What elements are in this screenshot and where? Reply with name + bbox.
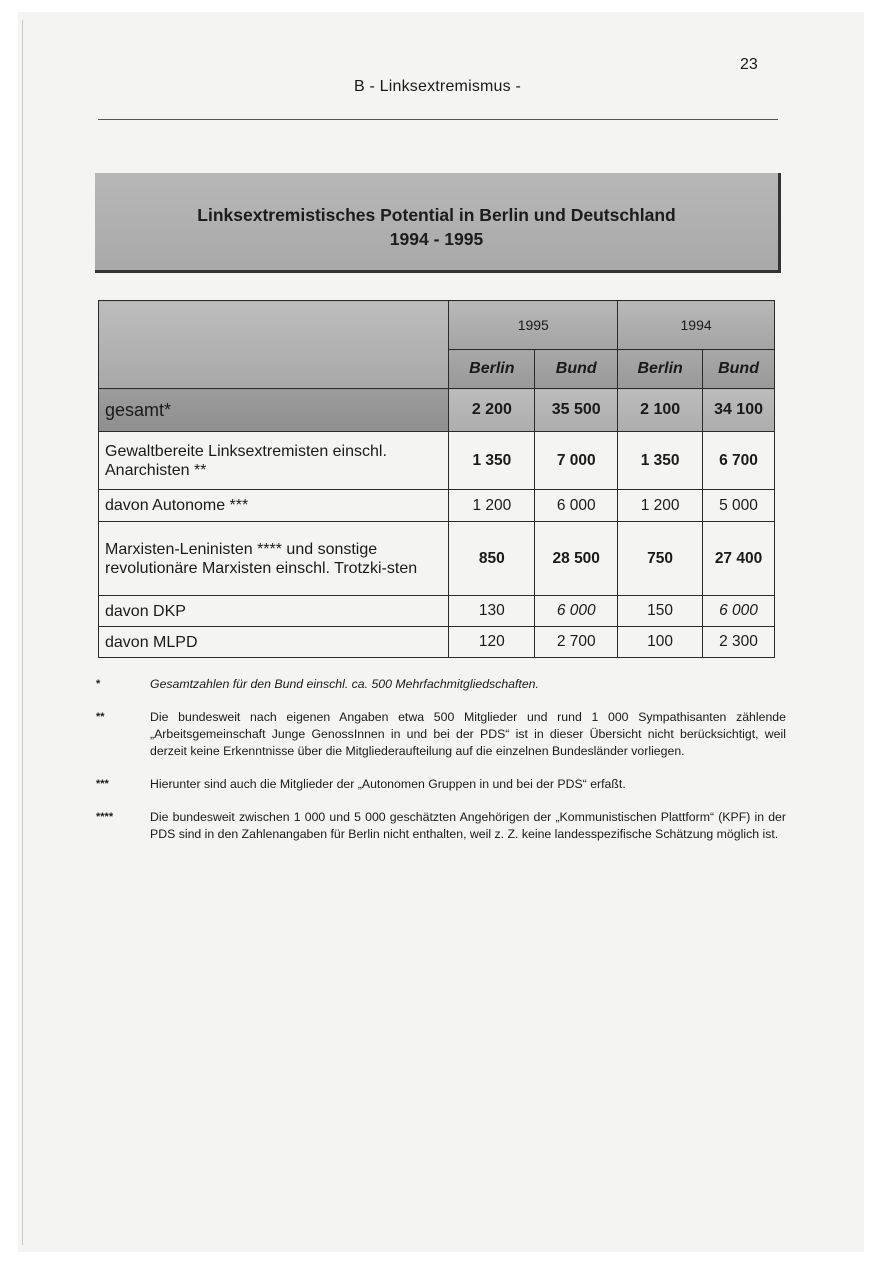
footnote-text: Hierunter sind auch die Mitglieder der „Autonomen Gruppen in und bei der PDS“ erfaßt. [150,777,626,791]
year-header-1994: 1994 [618,301,775,350]
table-cell: 6 000 [535,596,618,627]
table-row [99,490,775,522]
table-cell: 1 200 [449,490,535,522]
footnote-text: Die bundesweit nach eigenen Angaben etwa 500 Mitglieder und rund 1 000 Sympathisanten zählende „Arbeitsgemeinschaft Junge GenossInnen in und bei der PDS“ ist in dieser Übersicht nicht berücksichtigt, weil derzeit keine Erkenntnisse über die Mitgliederaufteilung auf die einzelnen Bundesländer vorliegen. [150,710,786,758]
table-cell: 2 200 [449,389,535,432]
table-cell: 34 100 [703,389,775,432]
footnotes [96,676,786,859]
row-label-gesamt: gesamt* [99,389,449,432]
table-cell: 120 [449,627,535,658]
row-label: Marxisten-Leninisten **** und sonstige revolutionäre Marxisten einschl. Trotzki-sten [99,522,449,596]
header-rule [98,119,778,120]
table-cell: 750 [618,522,703,596]
title-line-2: 1994 - 1995 [389,229,484,249]
table-cell: 2 300 [703,627,775,658]
table-cell: 6 000 [535,490,618,522]
sub-header-berlin-1995: Berlin [449,350,535,389]
table-cell: 5 000 [703,490,775,522]
footnote-mark: *** [96,778,109,790]
footnote-mark: **** [96,811,114,823]
row-label: Gewaltbereite Linksextremisten einschl. Anarchisten ** [99,432,449,490]
footnote-text: Die bundesweit zwischen 1 000 und 5 000 geschätzten Angehörigen der „Kommunistischen Plattform“ (KPF) in der PDS sind in den Zahlenangaben für Berlin nicht enthalten, weil z. Z. keine landesspezifische Schätzung möglich ist. [150,810,786,841]
potential-table [98,300,775,658]
table-cell: 130 [449,596,535,627]
running-head: B - Linksextremismus - [353,78,522,95]
table-corner-cell [99,301,449,389]
footnote-text: Gesamtzahlen für den Bund einschl. ca. 500 Mehrfachmitgliedschaften. [150,677,539,691]
table-cell: 7 000 [535,432,618,490]
row-label: davon Autonome *** [99,490,449,522]
footnote-mark: * [96,678,101,690]
year-header-1995: 1995 [449,301,618,350]
footnote [96,776,786,793]
table-cell: 850 [449,522,535,596]
footnote-mark: ** [96,711,105,723]
row-label: davon MLPD [99,627,449,658]
page-edge-line [22,20,23,1245]
table-cell: 27 400 [703,522,775,596]
table-year-header-row [99,301,775,350]
title-box [95,173,781,273]
footnote [96,709,786,760]
table-cell: 35 500 [535,389,618,432]
table-row [99,627,775,658]
table-cell: 2 100 [618,389,703,432]
sub-header-berlin-1994: Berlin [618,350,703,389]
footnote [96,676,786,693]
table-cell: 150 [618,596,703,627]
row-label: davon DKP [99,596,449,627]
table-cell: 1 200 [618,490,703,522]
table-cell: 1 350 [449,432,535,490]
table-row [99,522,775,596]
table-row-gesamt [99,389,775,432]
table-cell: 28 500 [535,522,618,596]
title-line-1: Linksextremistisches Potential in Berlin und Deutschland [197,205,676,225]
table-cell: 100 [618,627,703,658]
table-row [99,596,775,627]
footnote [96,809,786,843]
table-cell: 6 700 [703,432,775,490]
table-cell: 2 700 [535,627,618,658]
table-cell: 1 350 [618,432,703,490]
sub-header-bund-1994: Bund [703,350,775,389]
table-cell: 6 000 [703,596,775,627]
sub-header-bund-1995: Bund [535,350,618,389]
table-row [99,432,775,490]
page-number: 23 [740,56,758,73]
